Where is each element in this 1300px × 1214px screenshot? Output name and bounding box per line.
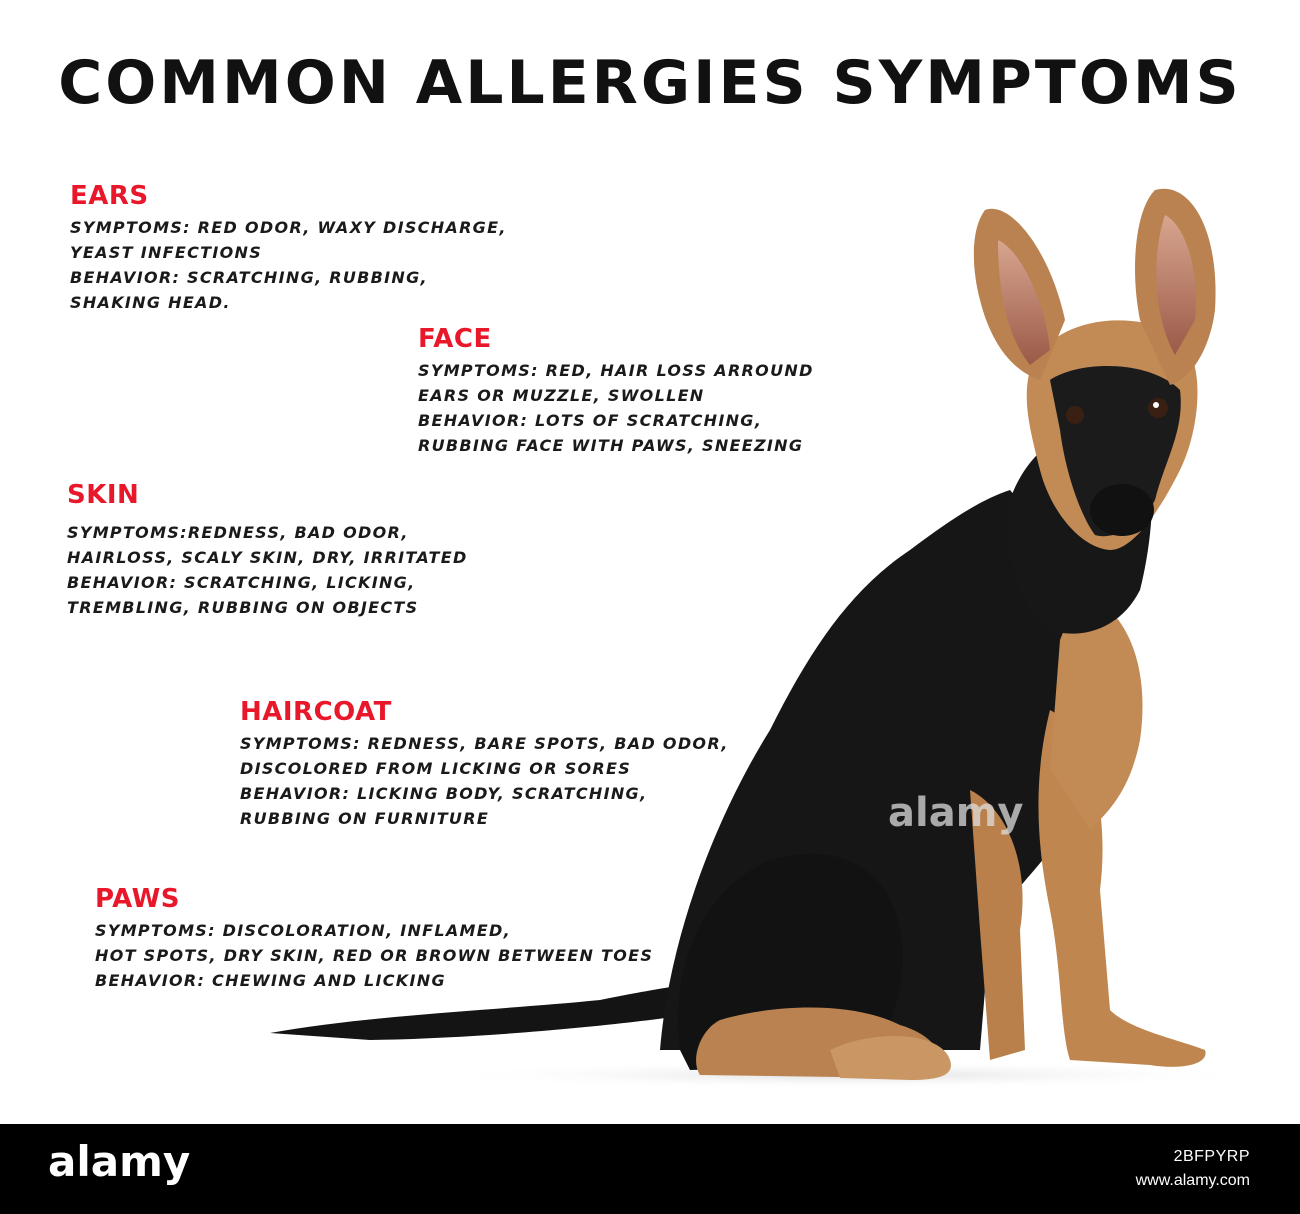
section-heading-haircoat: HAIRCOAT	[240, 697, 392, 727]
section-skin	[67, 480, 468, 620]
section-line: SYMPTOMS:REDNESS, BAD ODOR,	[67, 523, 409, 542]
section-line: BEHAVIOR: LICKING BODY, SCRATCHING,	[240, 784, 648, 803]
watermark-text: alamy	[888, 790, 1024, 836]
dog-eye-left	[1066, 406, 1084, 424]
watermark-footer-bar	[0, 1124, 1300, 1214]
section-paws	[95, 884, 653, 993]
section-line: BEHAVIOR: LOTS OF SCRATCHING,	[418, 411, 763, 430]
section-line: SYMPTOMS: DISCOLORATION, INFLAMED,	[95, 921, 511, 940]
section-line: RUBBING FACE WITH PAWS, SNEEZING	[418, 436, 804, 455]
dog-nose	[1090, 484, 1154, 536]
section-haircoat	[240, 697, 729, 831]
section-heading-paws: PAWS	[95, 884, 181, 914]
dog-eye-right	[1148, 398, 1168, 418]
section-face	[418, 324, 814, 458]
section-line: HOT SPOTS, DRY SKIN, RED OR BROWN BETWEEN TOES	[95, 946, 654, 965]
watermark-url: www.alamy.com	[1135, 1172, 1250, 1189]
section-line: BEHAVIOR: CHEWING AND LICKING	[95, 971, 446, 990]
section-line: SYMPTOMS: REDNESS, BARE SPOTS, BAD ODOR,	[240, 734, 729, 753]
section-line: TREMBLING, RUBBING ON OBJECTS	[67, 598, 419, 617]
section-line: BEHAVIOR: SCRATCHING, LICKING,	[67, 573, 416, 592]
section-line: SYMPTOMS: RED, HAIR LOSS ARROUND	[418, 361, 814, 380]
section-line: SHAKING HEAD.	[70, 293, 231, 312]
dog-eye-highlight	[1153, 402, 1159, 408]
section-line: HAIRLOSS, SCALY SKIN, DRY, IRRITATED	[67, 548, 468, 567]
section-heading-face: FACE	[418, 324, 492, 354]
section-line: BEHAVIOR: SCRATCHING, RUBBING,	[70, 268, 428, 287]
section-line: RUBBING ON FURNITURE	[240, 809, 490, 828]
section-line: YEAST INFECTIONS	[70, 243, 263, 262]
image-id: 2BFPYRP	[1173, 1148, 1250, 1165]
section-line: SYMPTOMS: RED ODOR, WAXY DISCHARGE,	[70, 218, 507, 237]
alamy-logo: alamy	[48, 1137, 191, 1186]
section-heading-ears: EARS	[70, 181, 149, 211]
section-line: DISCOLORED FROM LICKING OR SORES	[240, 759, 632, 778]
section-line: EARS OR MUZZLE, SWOLLEN	[418, 386, 705, 405]
section-heading-skin: SKIN	[67, 480, 140, 510]
page-title: COMMON ALLERGIES SYMPTOMS	[58, 48, 1242, 118]
section-ears	[70, 181, 507, 315]
